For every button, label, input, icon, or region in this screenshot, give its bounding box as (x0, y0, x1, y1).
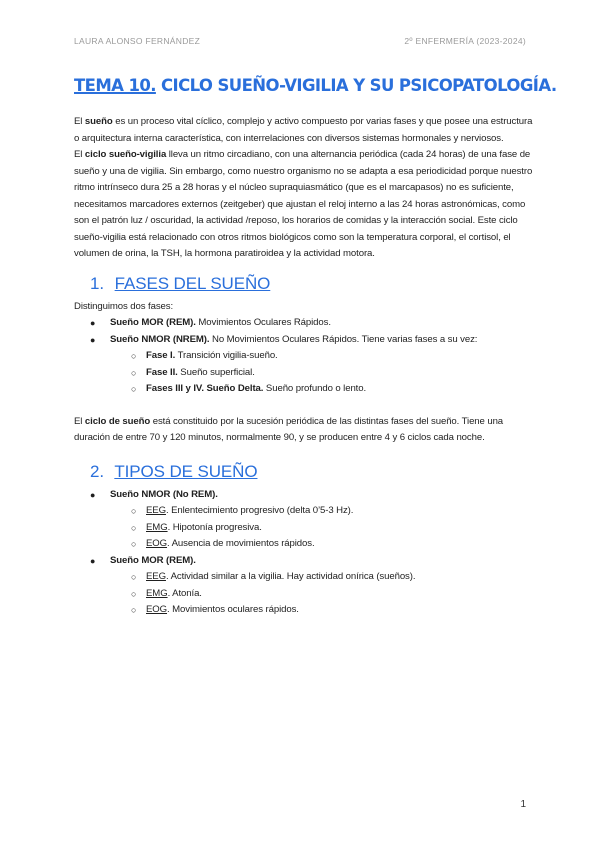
list-item (74, 332, 534, 349)
hollow-bullet-icon: ○ (131, 522, 137, 533)
section-lead: Distinguimos dos fases: (74, 300, 174, 312)
abbrev-eog: EOG (146, 538, 168, 549)
list-item (74, 536, 534, 553)
list-item (74, 381, 534, 398)
sleep-type-list (74, 487, 534, 619)
list-item (74, 602, 534, 619)
bullet-icon: ● (90, 489, 96, 500)
bold-term: Sueño NMOR (NREM). (110, 333, 210, 345)
document-body (74, 114, 534, 619)
text-run: El (74, 415, 85, 427)
text-run: . Movimientos oculares rápidos. (167, 604, 299, 615)
section-heading-fases (90, 273, 534, 295)
list-item (74, 348, 534, 365)
hollow-bullet-icon: ○ (131, 605, 137, 615)
page-number: 1 (520, 799, 526, 810)
cycle-paragraph (74, 414, 534, 447)
text-run: . Hipotonía progresiva. (167, 521, 262, 533)
text-run: No Movimientos Oculares Rápidos. Tiene varias fases a su vez: (209, 333, 478, 345)
text-run: El (74, 116, 85, 127)
list-item (74, 503, 534, 520)
text-run: lleva un ritmo circadiano, con una alternancia periódica (cada 24 horas) de una fase de sueño y una de vigilia. Sin embargo, como nuestro organismo no se adapta a esa periodicidad porque nuestro ritmo intrínseco dura 25 a 28 horas y el núcleo supraquiasmático (que es el marcapasos) no es suficiente, necesitamos marcadores externos (zeitgeber) que ajustan el reloj interno a las 24 horas astronómicas, como son el patrón luz / oscuridad, la actividad /reposo, los horarios de comidas y la interacción social. Este ciclo sueño-vigilia está relacionado con otros ritmos biológicos como son la temperatura corporal, el cortisol, el volumen de orina, la TSH, la hormona paratiroidea y la actividad motora. (74, 149, 533, 259)
course-label: 2º ENFERMERÍA (2023-2024) (404, 36, 526, 46)
list-item (74, 487, 534, 504)
hollow-bullet-icon: ○ (131, 506, 137, 516)
hollow-bullet-icon: ○ (131, 384, 137, 394)
spacer (74, 398, 534, 414)
abbrev-emg: EMG (146, 521, 168, 533)
bold-term: Fase I. (146, 350, 176, 361)
list-item (74, 586, 534, 603)
bold-term: Sueño NMOR (No REM). (110, 488, 218, 500)
hollow-bullet-icon: ○ (131, 367, 137, 378)
bold-term: ciclo sueño-vigilia (84, 149, 167, 160)
text-run: . Ausencia de movimientos rápidos. (167, 538, 315, 549)
text-run: Transición vigilia-sueño. (175, 350, 278, 361)
text-run: . Enlentecimiento progresivo (delta 0’5-3 Hz). (165, 505, 354, 516)
abbrev-eeg: EEG (146, 571, 166, 582)
section-number: 2. (90, 461, 104, 481)
intro-paragraph-2 (74, 147, 534, 263)
hollow-bullet-icon: ○ (131, 539, 137, 549)
hollow-bullet-icon: ○ (131, 572, 137, 582)
abbrev-eog: EOG (146, 604, 168, 615)
list-item (74, 569, 534, 586)
abbrev-emg: EMG (146, 587, 168, 599)
text-run: . Actividad similar a la vigilia. Hay actividad onírica (sueños). (165, 571, 416, 582)
list-item (74, 315, 534, 332)
abbrev-eeg: EEG (146, 505, 166, 516)
bullet-icon: ● (90, 334, 96, 345)
text-run: El (74, 149, 85, 160)
list-item (74, 365, 534, 382)
text-run: Sueño superficial. (177, 366, 255, 378)
bold-term: Sueño MOR (REM). (110, 317, 196, 328)
intro-paragraph-1 (74, 114, 534, 147)
hollow-bullet-icon: ○ (131, 351, 137, 361)
text-run: Sueño profundo o lento. (263, 383, 367, 394)
list-item (74, 520, 534, 537)
bullet-icon: ● (90, 555, 96, 566)
bold-term: Fases III y IV. Sueño Delta. (146, 383, 264, 394)
author-name: LAURA ALONSO FERNÁNDEZ (74, 36, 201, 46)
text-run: está constituido por la sucesión periódica de las distintas fases del sueño. Tiene una duración de entre 70 y 120 minutos, normalmente 90, y se producen entre 4 y 6 ciclos cada noche. (74, 415, 504, 443)
list-item (74, 553, 534, 570)
bold-term: ciclo de sueño (84, 415, 151, 427)
bold-term: sueño (84, 116, 113, 127)
bold-term: Fase II. (146, 366, 178, 378)
phase-list (74, 315, 534, 398)
text-run: es un proceso vital cíclico, complejo y activo compuesto por varias fases y que posee una estructura o arquitectura interna característica, con interrelaciones con diversos sistemas hormonales y nerviosos. (74, 116, 533, 144)
section-number: 1. (90, 273, 104, 293)
section-label: TIPOS DE SUEÑO (114, 461, 258, 481)
bullet-icon: ● (90, 318, 96, 328)
bold-term: Sueño MOR (REM). (110, 554, 196, 566)
hollow-bullet-icon: ○ (131, 588, 137, 599)
section-heading-tipos (90, 461, 534, 483)
section-label: FASES DEL SUEÑO (114, 273, 271, 293)
title-prefix: TEMA 10. (74, 76, 156, 95)
page-title (74, 76, 557, 95)
page-header (74, 36, 526, 50)
title-rest: CICLO SUEÑO-VIGILIA Y SU PSICOPATOLOGÍA. (155, 76, 557, 95)
text-run: . Atonía. (167, 587, 202, 599)
text-run: Movimientos Oculares Rápidos. (195, 317, 331, 328)
